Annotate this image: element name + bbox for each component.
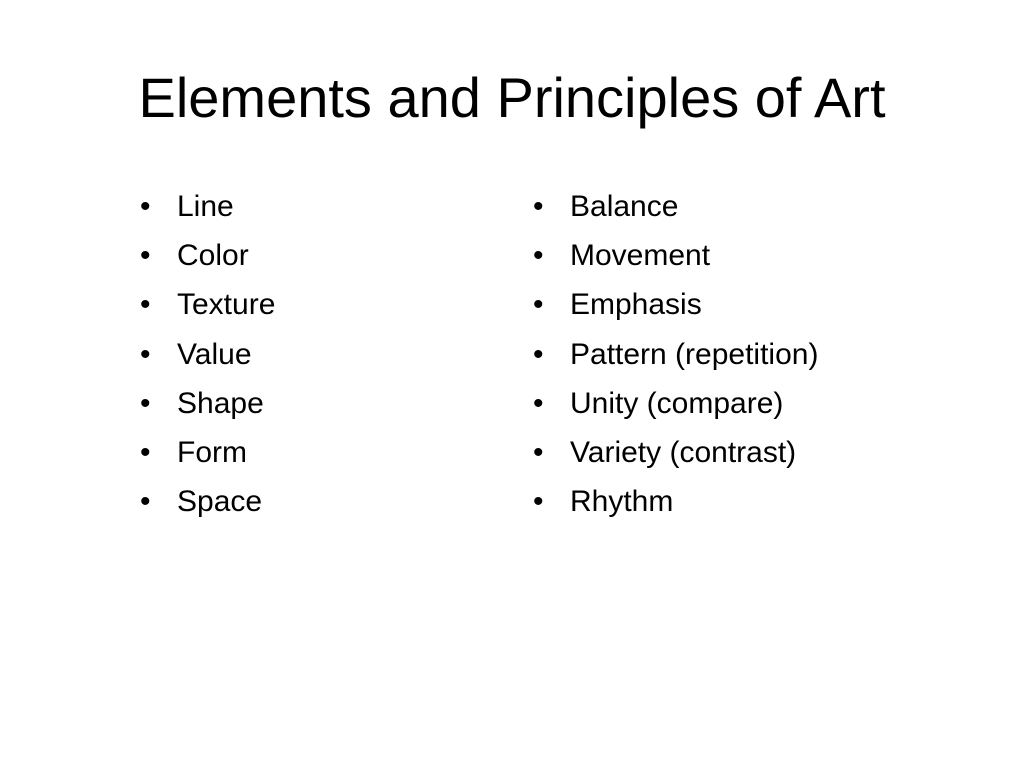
- list-item: [533, 428, 818, 477]
- list-item-label: Emphasis: [570, 288, 702, 322]
- list-item-label: Shape: [177, 386, 264, 420]
- list-item-label: Value: [177, 337, 252, 371]
- bullet-icon: •: [533, 337, 544, 371]
- list-item-label: Balance: [570, 190, 679, 223]
- bullet-icon: •: [533, 190, 544, 223]
- list-item: [533, 379, 818, 428]
- list-item: [140, 477, 275, 526]
- bullet-icon: •: [140, 288, 151, 322]
- bullet-icon: •: [140, 239, 151, 273]
- bullet-icon: •: [140, 435, 151, 469]
- bullet-icon: •: [533, 288, 544, 322]
- list-item-label: Variety (contrast): [570, 435, 797, 469]
- list-item: [533, 477, 818, 526]
- list-item: [533, 231, 818, 280]
- list-item: [533, 182, 818, 231]
- list-item-label: Color: [177, 239, 249, 273]
- bullet-icon: •: [140, 485, 151, 519]
- list-item: [533, 330, 818, 379]
- bullet-icon: •: [140, 190, 151, 223]
- list-item-label: Movement: [570, 239, 711, 273]
- bullet-icon: •: [533, 386, 544, 420]
- bullet-icon: •: [140, 337, 151, 371]
- bullet-icon: •: [533, 435, 544, 469]
- bullet-icon: •: [533, 239, 544, 273]
- list-item: [533, 280, 818, 329]
- list-item: [140, 428, 275, 477]
- slide-title: Elements and Principles of Art: [138, 66, 886, 129]
- elements-list: [140, 182, 275, 526]
- list-item-label: Texture: [177, 288, 276, 322]
- list-item-label: Form: [177, 435, 247, 469]
- list-item: [140, 330, 275, 379]
- list-item: [140, 182, 275, 231]
- list-item-label: Unity (compare): [570, 386, 784, 420]
- list-item-label: Rhythm: [570, 485, 674, 519]
- list-item: [140, 379, 275, 428]
- list-item: [140, 231, 275, 280]
- list-item: [140, 280, 275, 329]
- principles-list: [533, 182, 818, 526]
- bullet-icon: •: [140, 386, 151, 420]
- list-item-label: Space: [177, 485, 263, 519]
- bullet-icon: •: [533, 485, 544, 519]
- list-item-label: Pattern (repetition): [570, 337, 819, 371]
- list-item-label: Line: [177, 190, 234, 223]
